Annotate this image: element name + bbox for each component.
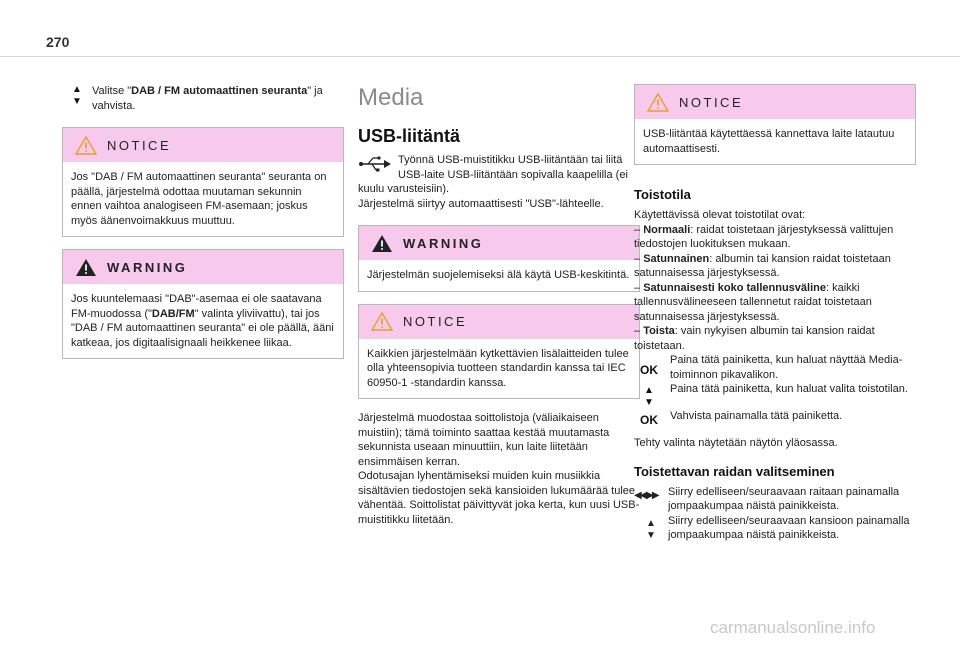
warning-triangle-icon xyxy=(371,312,393,331)
usb-section xyxy=(358,153,640,211)
mode-item: – Normaali: raidat toistetaan järjestyksessä valittujen tiedostojen luokituksen mukaan. xyxy=(634,223,894,250)
usb-text: Työnnä USB-muistitikku USB-liitäntään tai liitä USB-laite USB-liitäntään sopivalla kaapelilla (ei kuulu varusteisiin). xyxy=(358,154,628,195)
column-2 xyxy=(358,84,640,527)
body-text-2: Odotusajan lyhentämiseksi muiden kuin musiikkia sisältävien tiedostojen sekä kansioiden lukumäärää tulee vähentää. Soittolistat päivittyvät joka kerta, kun uusi USB-muistitikku liitetään. xyxy=(358,470,640,526)
track-text-2: ▲ ▼ Siirry edelliseen/seuraavaan kansioon painamalla jompaakumpaa näistä painikkeista. xyxy=(634,514,916,543)
notice-box xyxy=(358,304,640,400)
warning-triangle-icon xyxy=(75,258,97,277)
notice-text: Jos "DAB / FM automaattinen seuranta" seuranta on päällä, järjestelmä odottaa muutaman sekunnin ennen vaihtoa analogiseen FM-asemaan; joskus myös äänenvoimakkuus muuttuu. xyxy=(71,171,327,227)
warning-triangle-icon xyxy=(371,234,393,253)
body-text-1: Järjestelmä muodostaa soittolistoja (väliaikaiseen muistiin); tämä toiminto saattaa kestää muutamasta sekunnista useaan minuuttiin, kun laite liitetään ensimmäisen kerran. xyxy=(358,412,610,468)
watermark: carmanualsonline.info xyxy=(710,618,876,637)
playmode-title: Toistotila xyxy=(634,187,691,202)
arrows-instruction: ▲ ▼ Paina tätä painiketta, kun haluat valita toistotilan. xyxy=(634,382,916,409)
prev-next-icon: ◀◀ ▶▶ xyxy=(634,489,658,501)
notice-label: NOTICE xyxy=(403,314,468,329)
notice-box xyxy=(634,84,916,165)
usb-text-2: Järjestelmä siirtyy automaattisesti "USB"-lähteelle. xyxy=(358,197,604,210)
mode-item: – Satunnainen: albumin tai kansion raidat toistetaan satunnaisessa järjestyksessä. xyxy=(634,252,891,279)
ok-confirm-instruction: OK Vahvista painamalla tätä painiketta. xyxy=(634,409,916,427)
ok-instruction: OK Paina tätä painiketta, kun haluat näyttää Media-toiminnon pikavalikon. xyxy=(634,353,916,382)
column-1 xyxy=(62,84,344,359)
media-title: Media xyxy=(358,84,424,111)
warning-box xyxy=(62,249,344,359)
up-down-arrow-icon: ▲ ▼ xyxy=(646,517,656,541)
usb-title: USB-liitäntä xyxy=(358,126,461,146)
choice-text: Tehty valinta näytetään näytön yläosassa. xyxy=(634,437,838,449)
warning-text: Järjestelmän suojelemiseksi älä käytä USB-keskitintä. xyxy=(367,269,630,281)
mode-item: – Toista: vain nykyisen albumin tai kansion raidat toistetaan. xyxy=(634,325,875,352)
warning-box xyxy=(358,225,640,292)
header-divider xyxy=(0,56,960,57)
page-number: 270 xyxy=(46,34,70,50)
column-3 xyxy=(634,84,916,543)
select-instruction: ▲ ▼ Valitse "DAB / FM automaattinen seuranta" ja vahvista. xyxy=(62,84,344,113)
notice-label: NOTICE xyxy=(679,94,744,110)
warning-triangle-icon xyxy=(647,93,669,112)
track-title: Toistettavan raidan valitseminen xyxy=(634,463,835,479)
notice-text: USB-liitäntää käytettäessä kannettava laite latautuu automaattisesti. xyxy=(643,128,895,155)
notice-label: NOTICE xyxy=(107,137,172,153)
up-down-arrow-icon: ▲ ▼ xyxy=(644,385,654,408)
notice-box xyxy=(62,127,344,237)
notice-text: Kaikkien järjestelmään kytkettävien lisälaitteiden tulee olla yhteensopivia tuotteen standardin kanssa tai IEC 60950-1 -standardin kanssa. xyxy=(367,347,629,389)
warning-label: WARNING xyxy=(403,235,484,251)
ok-button-icon: OK xyxy=(640,363,658,377)
warning-text: Jos kuuntelemaasi "DAB"-asemaa ei ole saatavana FM-muodossa ("DAB/FM" valinta yliviivattu), tai jos "DAB / FM automaattinen seuranta" ei ole päällä, ääni katkeaa, jos digitaalisignaali heikkenee liikaa. xyxy=(71,293,334,349)
ok-button-icon: OK xyxy=(640,413,658,427)
usb-icon xyxy=(358,155,392,173)
warning-triangle-icon xyxy=(75,136,97,155)
mode-item: – Satunnaisesti koko tallennusväline: kaikki tallennusvälineeseen tallennetut raidat toistetaan satunnaisessa järjestyksessä. xyxy=(634,281,872,323)
warning-label: WARNING xyxy=(107,259,188,275)
track-text-1: ◀◀ ▶▶ Siirry edelliseen/seuraavaan raitaan painamalla jompaakumpaa näistä painikkeista. xyxy=(634,485,900,512)
up-down-arrow-icon: ▲ ▼ xyxy=(72,84,82,107)
playmode-intro: Käytettävissä olevat toistotilat ovat: xyxy=(634,209,806,221)
